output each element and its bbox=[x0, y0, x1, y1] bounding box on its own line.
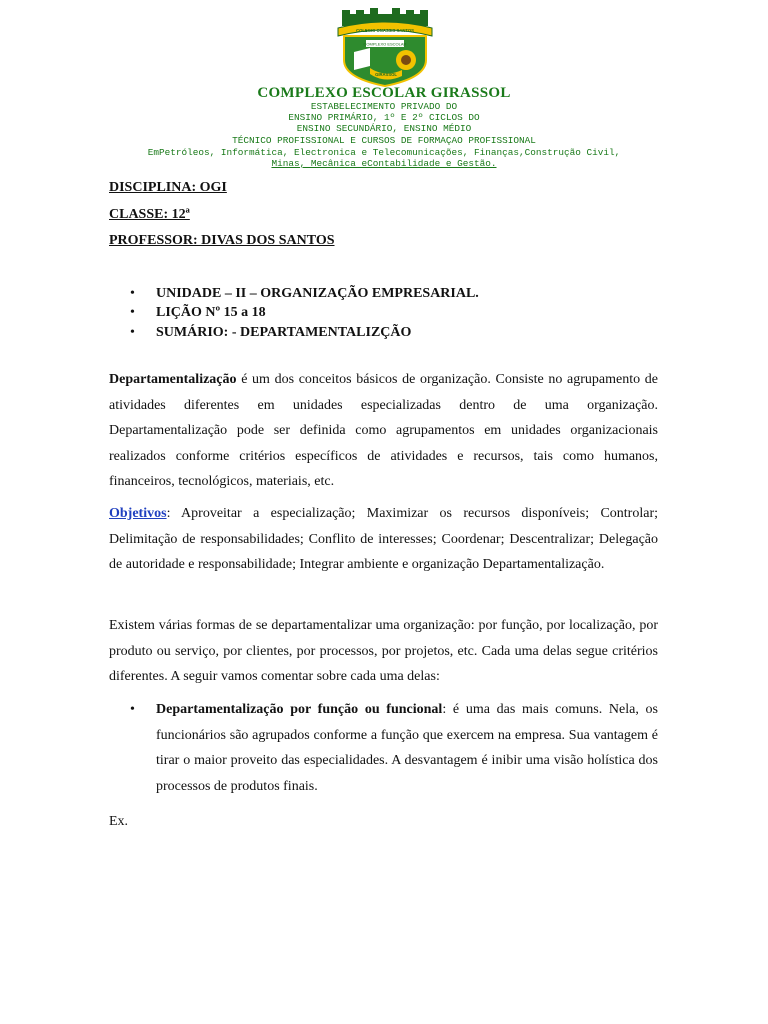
functional-text: : é uma das mais comuns. Nela, os funcionários são agrupados conforme a função que exercem na empresa. Sua vantagem é tirar o maior proveito das especialidades. A desvantagem é inibir uma visão holística dos processos de produtos finais. bbox=[156, 702, 658, 794]
unit-item: UNIDADE – II – ORGANIZAÇÃO EMPRESARIAL. bbox=[156, 286, 479, 301]
logo-banner-text: COLEGIO ONASSIS SANTOS bbox=[356, 28, 414, 33]
term-departamentalizacao: Departamentalização bbox=[109, 372, 237, 387]
example-label: Ex. bbox=[109, 814, 129, 829]
header-line-4: TÉCNICO PROFISSIONAL E CURSOS DE FORMAÇAO PROFISSIONAL bbox=[232, 135, 536, 146]
header-line-5: EmPetróleos, Informática, Electronica e Telecomunicações, Finanças,Construção Civil, bbox=[147, 147, 621, 158]
discipline-label: DISCIPLINA: OGI bbox=[109, 180, 227, 195]
lesson-item: LIÇÃO Nº 15 a 18 bbox=[156, 305, 266, 320]
bullet-icon: • bbox=[130, 325, 135, 340]
header-line-2: ENSINO PRIMÁRIO, 1º E 2º CICLOS DO bbox=[288, 112, 480, 123]
paragraph-definition bbox=[109, 367, 658, 495]
bullet-icon: • bbox=[130, 286, 135, 301]
definition-text: é um dos conceitos básicos de organização. Consiste no agrupamento de atividades diferentes em unidades especializadas dentro de uma organização. Departamentalização pode ser definida como agrupamentos em unidades organizacionais realizados conforme critérios específicos de atividades e recursos, tais como humanos, financeiros, tecnológicos, materiais, etc. bbox=[109, 372, 658, 489]
header-line-3: ENSINO SECUNDÁRIO, ENSINO MÉDIO bbox=[296, 123, 472, 134]
bullet-icon: • bbox=[130, 702, 135, 717]
bullet-icon: • bbox=[130, 305, 135, 320]
paragraph-objectives bbox=[109, 501, 658, 578]
paragraph-functional bbox=[156, 697, 658, 799]
header-line-1: ESTABELECIMENTO PRIVADO DO bbox=[310, 101, 458, 112]
paragraph-forms: Existem várias formas de se departamentalizar uma organização: por função, por localização, por produto ou serviço, por clientes, por processos, por projetos, etc. Cada uma delas segue critérios diferentes. A seguir vamos comentar sobre cada uma delas: bbox=[109, 618, 658, 684]
logo-shield-text: COMPLEXO ESCOLAR bbox=[363, 41, 407, 47]
professor-label: PROFESSOR: DIVAS DOS SANTOS bbox=[109, 233, 335, 248]
class-label: CLASSE: 12ª bbox=[109, 207, 190, 222]
school-logo bbox=[330, 8, 440, 88]
term-functional: Departamentalização por função ou funcional bbox=[156, 702, 443, 717]
objectives-text: : Aproveitar a especialização; Maximizar os recursos disponíveis; Controlar; Delimitação de responsabilidades; Conflito de interesses; Coordenar; Descentralizar; Delegação de autoridade e responsabilidade; Integrar ambiente e organização Departamentalização. bbox=[109, 506, 658, 572]
objectives-link[interactable]: Objetivos bbox=[109, 506, 167, 521]
school-name: COMPLEXO ESCOLAR GIRASSOL bbox=[257, 85, 511, 101]
logo-ribbon-text: GIRASSOL bbox=[375, 72, 397, 77]
summary-item: SUMÁRIO: - DEPARTAMENTALIZÇÃO bbox=[156, 325, 412, 340]
header-line-6: Minas, Mecânica eContabilidade e Gestão. bbox=[271, 158, 497, 169]
